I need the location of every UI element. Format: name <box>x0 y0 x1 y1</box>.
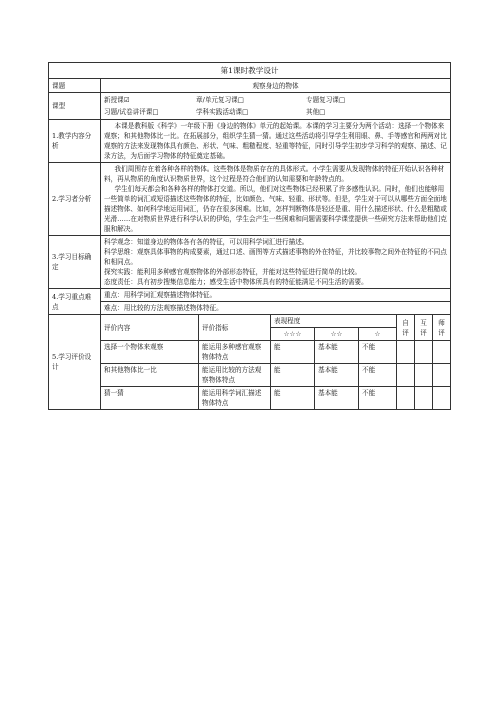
eval-header-content: 评价内容 <box>101 315 199 341</box>
eval-peer-cell[interactable] <box>415 387 433 410</box>
eval-row-level: 基本能 <box>315 387 359 410</box>
key-point-item: 重点：用科学词汇观察描述物体特征。 <box>101 289 451 302</box>
lesson-type-options <box>101 93 451 120</box>
eval-row-level: 基本能 <box>315 364 359 387</box>
doc-title: 第1课时教学设计 <box>49 63 451 79</box>
student-analysis-label: 2.学习者分析 <box>49 163 101 236</box>
objectives-label: 3.学习目标确定 <box>49 236 101 289</box>
lesson-type-option[interactable]: 习题/试卷讲评课□ <box>104 108 159 116</box>
eval-level-high: ☆☆☆ <box>271 328 315 341</box>
lesson-type-option[interactable]: 新授课☑ <box>104 96 130 104</box>
eval-self-cell[interactable] <box>397 387 415 410</box>
eval-peer-cell[interactable] <box>415 341 433 364</box>
eval-self-cell[interactable] <box>397 364 415 387</box>
eval-teacher-cell[interactable] <box>433 364 451 387</box>
student-analysis-cell <box>101 163 451 236</box>
eval-row-content: 猜一猜 <box>101 387 199 410</box>
eval-row-level: 能 <box>271 341 315 364</box>
eval-row-level: 基本能 <box>315 341 359 364</box>
eval-row-level: 不能 <box>359 341 397 364</box>
eval-peer-cell[interactable] <box>415 364 433 387</box>
eval-teacher-cell[interactable] <box>433 341 451 364</box>
eval-header-peer: 互评 <box>415 315 433 341</box>
lesson-plan-document <box>48 62 450 410</box>
evaluation-label: 5.学习评价设计 <box>49 315 101 410</box>
objective-item: 科学思维：观察具体事物的构成要素，通过口述、画图等方式描述事物的外在特征，并比较事物之间外在特征的不同点和相同点。 <box>104 248 447 266</box>
eval-level-mid: ☆☆ <box>315 328 359 341</box>
objectives-cell <box>101 236 451 289</box>
lesson-type-option[interactable]: 学科实践活动课□ <box>196 108 249 116</box>
key-point-item: 难点：用比较的方法观察描述物体特征。 <box>101 302 451 315</box>
eval-row-level: 能 <box>271 387 315 410</box>
content-analysis-cell <box>101 120 451 163</box>
topic-value: 观察身边的物体 <box>101 79 451 93</box>
objective-item: 科学观念：知道身边的物体各有各的特征，可以用科学词汇进行描述。 <box>104 238 309 246</box>
eval-header-indicator: 评价指标 <box>199 315 271 341</box>
eval-row-indicator: 能运用多种感官观察物体特点 <box>199 341 271 364</box>
eval-header-self: 自评 <box>397 315 415 341</box>
eval-header-performance: 表现程度 <box>271 315 397 328</box>
eval-row-content: 选择一个物体来观察 <box>101 341 199 364</box>
eval-row-content: 和其他物体比一比 <box>101 364 199 387</box>
content-analysis-label: 1.教学内容分析 <box>49 120 101 163</box>
lesson-type-option[interactable]: 章/单元复习课□ <box>196 96 245 104</box>
student-analysis-paragraph: 学生们每天都会和各种各样的物体打交道。所以，他们对这些物体已经积累了许多感性认识。同时，他们也能够用一些简单的词汇或短语描述这些物体的特征，比如颜色、气味、轻重、形状等。但是，学生对于可以从哪些方面全面地描述物体、如何科学地运用词汇，仍存在很多困难。比如，怎样判断物体是轻还是重、用什么描述形状、什么是粗糙或光滑……在对物质世界进行科学认识的伊始，学生会产生一些困难和问题需要科学课堂提供一些研究方法来帮助他们克服和解决。 <box>104 185 447 233</box>
topic-label: 课题 <box>49 79 101 93</box>
eval-header-teacher: 师评 <box>433 315 451 341</box>
key-points-label: 4.学习重点难点 <box>49 289 101 315</box>
eval-row-indicator: 能运用科学词汇描述物体特点 <box>199 387 271 410</box>
content-analysis-text: 本课是教科版《科学》一年级下册《身边的物体》单元的起始课。本课的学习主要分为两个活动：选择一个物体来观察；和其他物体比一比。在拓展部分，组织学生猜一猜。通过这些活动将引导学生利用眼、鼻、手等感官和两两对比观察的方法来发现物体具有颜色、形状、气味、粗糙程度、轻重等特征，同时引导学生初步学习科学的观察、描述、记录方法，为后面学习物体的特征奠定基础。 <box>104 122 447 160</box>
lesson-type-option[interactable]: 其他□ <box>306 108 326 116</box>
lesson-type-label: 课型 <box>49 93 101 120</box>
eval-row-level: 不能 <box>359 364 397 387</box>
objective-item: 探究实践：能利用多种感官观察物体的外部形态特征，并能对这些特征进行简单的比较。 <box>104 268 362 276</box>
lesson-plan-table <box>48 62 451 410</box>
eval-level-low: ☆ <box>359 328 397 341</box>
eval-row-level: 能 <box>271 364 315 387</box>
eval-row-level: 不能 <box>359 387 397 410</box>
eval-teacher-cell[interactable] <box>433 387 451 410</box>
eval-self-cell[interactable] <box>397 341 415 364</box>
student-analysis-paragraph: 我们周围存在着各种各样的物体。这些物体是物质存在的具体形式。小学生需要从发现物体的特征开始认识各种材料，再从物质的角度认识物质世界，这个过程是符合他们的认知需要和年龄特点的。 <box>104 165 445 183</box>
lesson-type-option[interactable]: 专题复习课□ <box>306 96 346 104</box>
eval-row-indicator: 能运用比较的方法观察物体特点 <box>199 364 271 387</box>
objective-item: 态度责任：具有初步搜集信息能力；感受生活中物体所具有的特征能满足不同生活的需要。 <box>104 278 368 286</box>
